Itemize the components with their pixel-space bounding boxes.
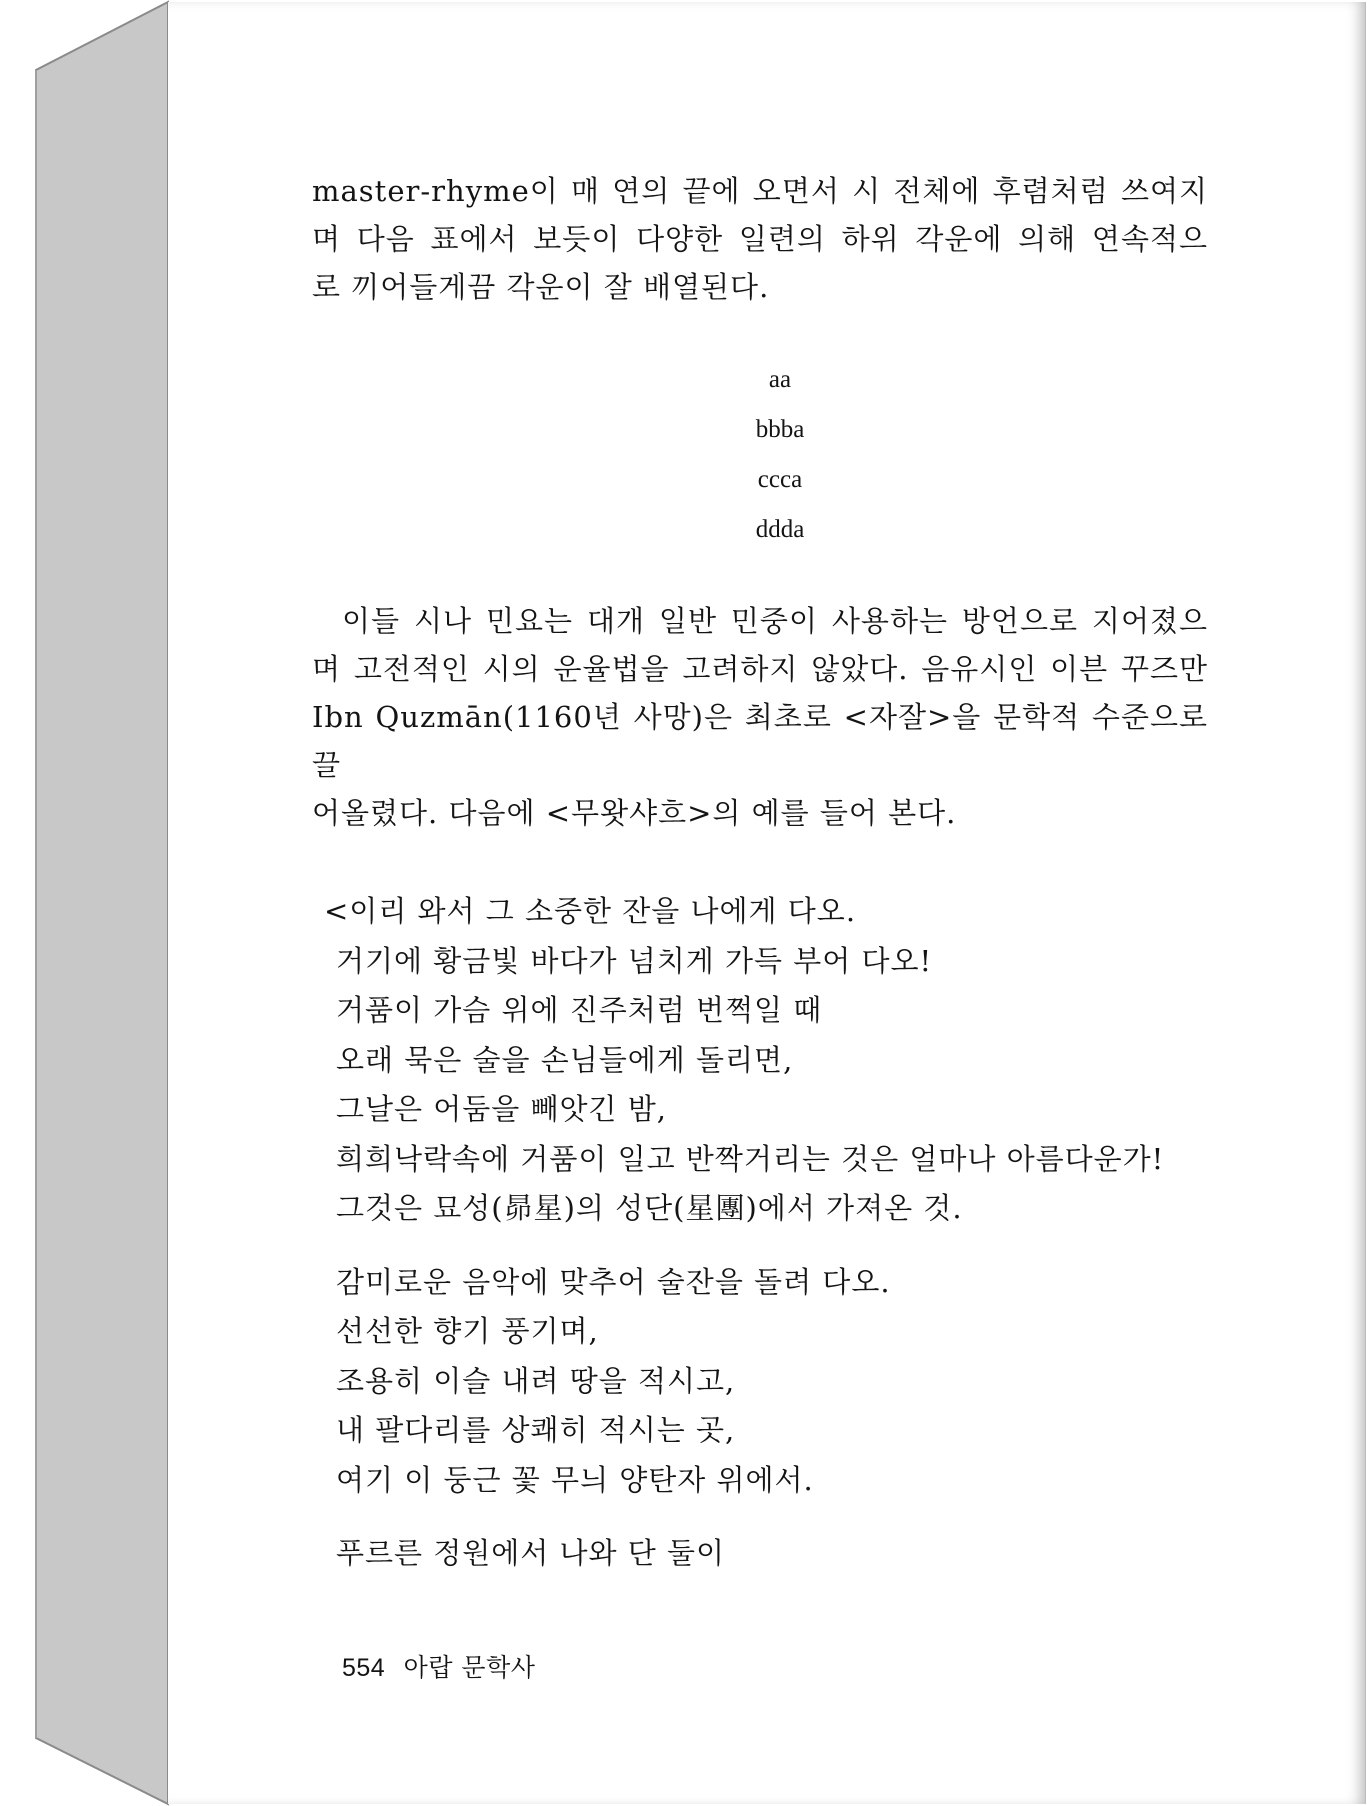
paragraph-1-line: master-rhyme이 매 연의 끝에 오면서 시 전체에 후렴처럼 쓰여지 xyxy=(312,174,1208,208)
poem-line: 희희낙락속에 거품이 일고 반짝거리는 것은 얼마나 아름다운가! xyxy=(336,1141,1165,1176)
poem-stanza-1 xyxy=(312,887,1208,1234)
paragraph-1-line: 며 다음 표에서 보듯이 다양한 일련의 하위 각운에 의해 연속적으 xyxy=(312,222,1208,256)
rhyme-scheme-line: aa xyxy=(768,366,792,393)
rhyme-scheme xyxy=(312,355,1208,555)
paragraph-2-line: 며 고전적인 시의 운율법을 고려하지 않았다. 음유시인 이븐 꾸즈만 xyxy=(312,652,1208,686)
page-footer xyxy=(342,1648,535,1684)
paragraph-2 xyxy=(312,597,1208,837)
poem-stanza-2 xyxy=(312,1258,1208,1506)
poem xyxy=(312,887,1208,1579)
poem-line: 그날은 어둠을 빼앗긴 밤, xyxy=(336,1092,668,1126)
book-page xyxy=(168,2,1366,1804)
poem-line: 거기에 황금빛 바다가 넘치게 가득 부어 다오! xyxy=(336,943,933,978)
poem-line: 그것은 묘성(昴星)의 성단(星團)에서 가져온 것. xyxy=(336,1191,963,1225)
paragraph-2-line: 어올렸다. 다음에 <무왓샤흐>의 예를 들어 본다. xyxy=(312,796,957,830)
paragraph-1 xyxy=(312,167,1208,311)
poem-line: 거품이 가슴 위에 진주처럼 번쩍일 때 xyxy=(336,993,823,1027)
rhyme-scheme-line: ccca xyxy=(757,466,803,493)
paragraph-1-line: 로 끼어들게끔 각운이 잘 배열된다. xyxy=(312,270,770,304)
poem-line: 여기 이 둥근 꽃 무늬 양탄자 위에서. xyxy=(336,1462,814,1497)
rhyme-scheme-line: bbba xyxy=(755,416,805,443)
rhyme-scheme-line: ddda xyxy=(755,516,805,543)
page-body xyxy=(312,167,1208,1603)
paragraph-2-line: Ibn Quzmān(1160년 사망)은 최초로 <자잘>을 문학적 수준으로 끌 xyxy=(312,700,1208,782)
poem-line: 오래 묵은 술을 손님들에게 돌리면, xyxy=(336,1042,794,1077)
poem-stanza-3 xyxy=(312,1529,1208,1579)
book-title: 아랍 문학사 xyxy=(403,1653,536,1682)
poem-line: <이리 와서 그 소중한 잔을 나에게 다오. xyxy=(324,894,857,928)
poem-line: 선선한 향기 풍기며, xyxy=(336,1314,599,1348)
poem-line: 감미로운 음악에 맞추어 술잔을 돌려 다오. xyxy=(336,1264,891,1299)
poem-line: 내 팔다리를 상쾌히 적시는 곳, xyxy=(336,1413,736,1447)
poem-line: 조용히 이슬 내려 땅을 적시고, xyxy=(336,1363,736,1398)
poem-line: 푸르른 정원에서 나와 단 둘이 xyxy=(336,1536,726,1570)
paragraph-2-line: 이들 시나 민요는 대개 일반 민중이 사용하는 방언으로 지어졌으 xyxy=(342,604,1208,638)
page-number: 554 xyxy=(342,1654,386,1682)
